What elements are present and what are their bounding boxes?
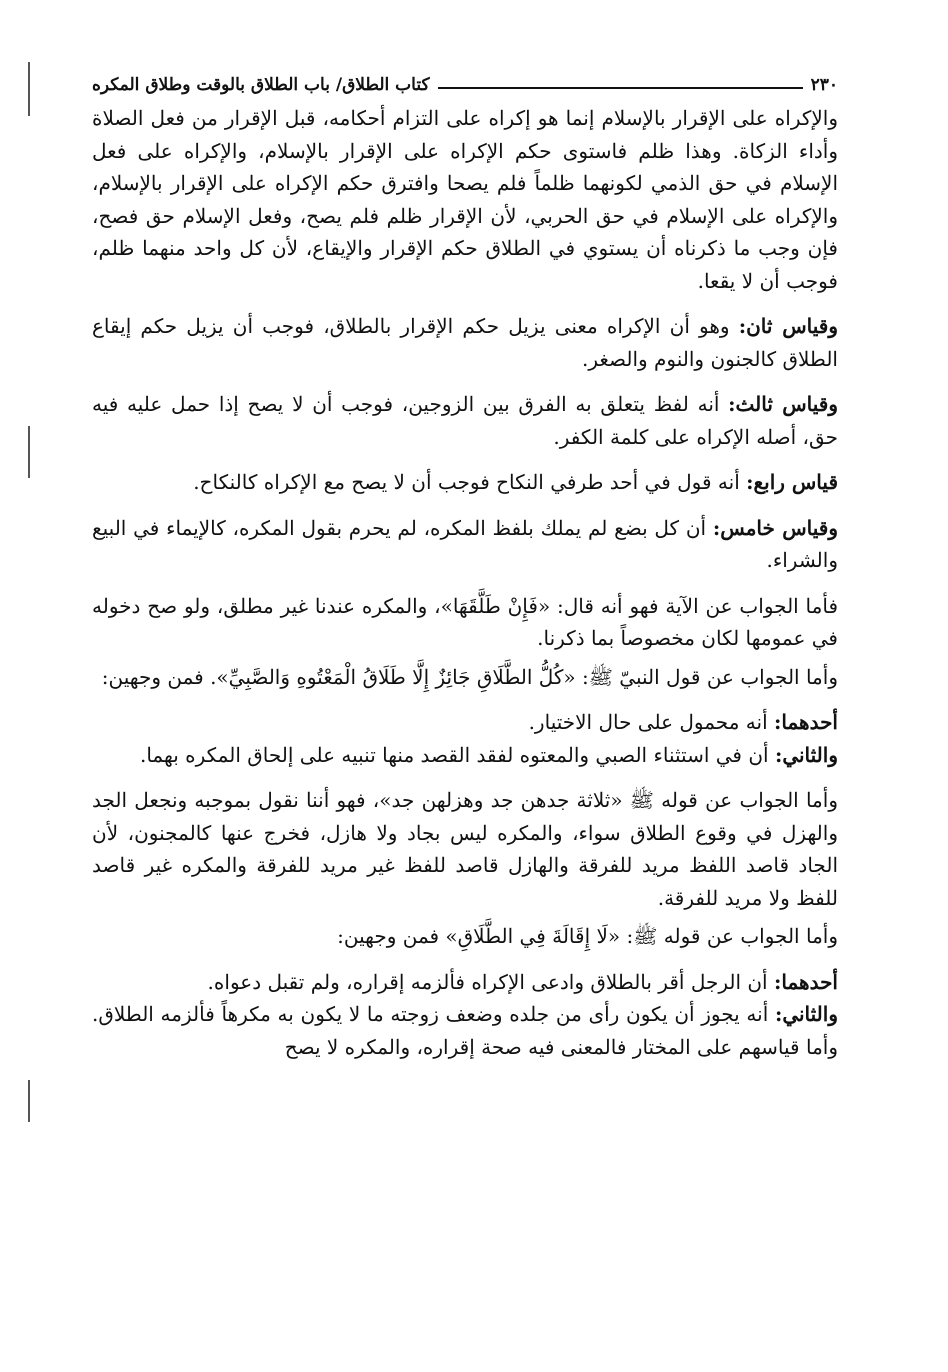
paragraph-label: أحدهما: [773, 969, 838, 994]
margin-line-lower [28, 1080, 30, 1122]
paragraph-text: وأما الجواب عن قول النبيّ ﷺ: «كُلُّ الطَّلَاقِ جَائِزٌ إِلَّا طَلَاقُ الْمَعْتُوهِ وَالصَّبِيِّ». فمن وجهين: [101, 664, 838, 689]
margin-line-middle [28, 426, 30, 478]
paragraph-label: وقياس ثالث: [728, 392, 839, 416]
paragraph-text: أنه لفظ يتعلق به الفرق بين الزوجين، فوجب أن لا يصح إذا حمل عليه فيه حق، أصله الإكراه على كلمة الكفر. [92, 392, 838, 449]
paragraph-text: أنه يجوز أن يكون رأى من جلده وضعف زوجته ما لا يكون به مكرهاً فألزمه الطلاق. وأما قياسهم على المختار فالمعنى فيه صحة إقراره، والمكره لا يصح [92, 1002, 838, 1059]
page-number: ٢٣٠ [810, 75, 838, 95]
paragraph-text: أنه قول في أحد طرفي النكاح فوجب أن لا يصح مع الإكراه كالنكاح. [193, 470, 740, 494]
paragraph-11 [92, 920, 838, 953]
paragraph-text: فأما الجواب عن الآية فهو أنه قال: «فَإِنْ طَلَّقَهَا»، والمكره عندنا غير مطلق، ولو صح دخوله في عمومها لكان مخصوصاً بما ذكرنا. [92, 593, 839, 650]
paragraph-6 [92, 590, 838, 655]
paragraph-text: أنه محمول على حال الاختيار. [528, 710, 768, 734]
paragraph-label: والثاني: [774, 742, 838, 767]
page-body [92, 70, 838, 1063]
running-header [92, 70, 838, 100]
paragraph-text: أن كل بضع لم يملك بلفظ المكره، لم يحرم بقول المكره، كالإيماء في البيع والشراء. [92, 515, 838, 572]
paragraph-7 [92, 661, 838, 694]
margin-line-top [28, 62, 30, 116]
header-rule [438, 87, 803, 89]
paragraph-1 [92, 102, 838, 297]
paragraph-label: قياس رابع: [746, 470, 838, 494]
paragraph-5 [92, 512, 838, 577]
paragraph-12 [92, 966, 838, 999]
paragraph-8 [92, 706, 838, 739]
paragraph-text: وأما الجواب عن قوله ﷺ «ثلاثة جدهن جد وهزلهن جد»، فهو أننا نقول بموجبه ونجعل الجد والهزل في وقوع الطلاق سواء، والمكره ليس بجاد ولا هازل، فخرج عنها كالمجنون، لأن الجاد قاصد اللفظ مريد للفرقة والهازل قاصد للفظ غير مريد للفرقة والمكره غير قاصد للفظ ولا مريد للفرقة. [92, 788, 838, 910]
paragraph-label: والثاني: [774, 1002, 838, 1026]
paragraph-label: وقياس ثان: [738, 314, 838, 338]
paragraph-3 [92, 388, 838, 453]
paragraph-13 [92, 998, 838, 1063]
paragraph-10 [92, 784, 838, 914]
paragraph-text: أن الرجل أقر بالطلاق وادعى الإكراه فألزمه إقراره، ولم تقبل دعواه. [207, 969, 768, 994]
paragraph-9 [92, 739, 838, 772]
running-title: كتاب الطلاق/ باب الطلاق بالوقت وطلاق المكره [92, 75, 430, 95]
paragraph-text: وهو أن الإكراه معنى يزيل حكم الإقرار بالطلاق، فوجب أن يزيل حكم إيقاع الطلاق كالجنون والنوم والصغر. [92, 314, 838, 371]
paragraph-4 [92, 466, 838, 499]
paragraph-label: وقياس خامس: [712, 515, 838, 540]
paragraph-text: وأما الجواب عن قوله ﷺ: «لَا إِقَالَةَ فِي الطَّلَاقِ» فمن وجهين: [337, 924, 838, 948]
paragraph-text: والإكراه على الإقرار بالإسلام إنما هو إكراه على التزام أحكامه، قبل الإقرار من فعل الصلاة وأداء الزكاة. وهذا ظلم فاستوى حكم الإكراه على الإقرار بالإسلام، والإكراه على فعل الإسلام في حق الذمي لكونهما ظلماً فلم يصحا وافترق حكم الإكراه على الإقرار بالإسلام، والإكراه على الإسلام في حق الحربي، لأن الإقرار ظلم فلم يصح، وفعل الإسلام حق فصح، فإن وجب ما ذكرناه أن يستوي في الطلاق حكم الإقرار والإيقاع، لأن كل واحد منهما ظلم، فوجب أن لا يقعا. [92, 106, 838, 293]
paragraph-label: أحدهما: [773, 710, 838, 734]
paragraph-text: أن في استثناء الصبي والمعتوه لفقد القصد منها تنبيه على إلحاق المكره بهما. [139, 742, 769, 767]
paragraph-2 [92, 310, 838, 375]
